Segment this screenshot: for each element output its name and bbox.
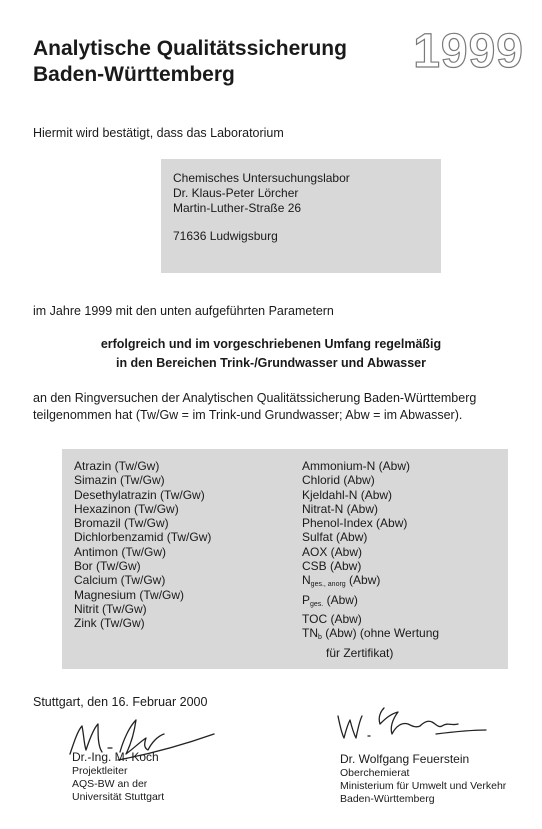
statement-participation	[33, 390, 476, 424]
title-line-1: Analytische Qualitätssicherung	[33, 37, 347, 60]
laboratory-address-box	[161, 159, 441, 273]
title-line-2: Baden-Württemberg	[33, 63, 235, 86]
signer-right-block	[340, 752, 506, 806]
address-line-2: Dr. Klaus-Peter Lörcher	[173, 186, 299, 200]
signer-right-name: Dr. Wolfgang Feuerstein	[340, 752, 470, 766]
signer-left-role: Projektleiter	[72, 765, 128, 777]
parameter-box	[62, 449, 508, 669]
parameter-item: Dichlorbenzamid (Tw/Gw)	[74, 530, 212, 545]
parameter-item-nges: $N_{ges., anorg}$ (Abw)	[302, 573, 381, 589]
address-line-1: Chemisches Untersuchungslabor	[173, 171, 350, 185]
signer-left-block	[72, 750, 164, 804]
place-date: Stuttgart, den 16. Februar 2000	[33, 695, 208, 709]
statement-line-2: teilgenommen hat (Tw/Gw = im Trink-und Grundwasser; Abw = im Abwasser).	[33, 408, 463, 422]
parameter-item: Sulfat (Abw)	[302, 530, 368, 545]
signer-left-org: AQS-BW an der	[72, 778, 148, 790]
certificate-title	[33, 36, 347, 88]
parameter-item: Bromazil (Tw/Gw)	[74, 516, 169, 531]
parameter-item: AOX (Abw)	[302, 544, 363, 559]
signer-right-role: Oberchemierat	[340, 767, 410, 779]
parameter-item: TOC (Abw)	[302, 611, 362, 626]
parameter-item: Simazin (Tw/Gw)	[74, 473, 165, 488]
parameter-item-tnb: $TN_b$ (Abw) (ohne Wertung	[302, 626, 440, 642]
year-outline: 1999	[413, 25, 524, 78]
intro-text: Hiermit wird bestätigt, dass das Laboratorium	[33, 126, 284, 140]
parameter-item: Nitrit (Tw/Gw)	[74, 601, 147, 616]
parameter-item-tnb-note: für Zertifikat)	[326, 645, 394, 660]
parameter-item: Desethylatrazin (Tw/Gw)	[74, 487, 205, 502]
signer-right-org: Ministerium für Umwelt und Verkehr	[340, 780, 507, 792]
signer-right-state: Baden-Württemberg	[340, 793, 435, 805]
parameter-item: Atrazin (Tw/Gw)	[74, 459, 160, 473]
parameter-item: Magnesium (Tw/Gw)	[74, 587, 185, 602]
signer-left-name: Dr.-Ing. M. Koch	[72, 750, 159, 764]
parameter-item: Calcium (Tw/Gw)	[74, 573, 166, 588]
emphasis-line-2: in den Bereichen Trink-/Grundwasser und Abwasser	[115, 356, 427, 370]
parameter-item: Nitrat-N (Abw)	[302, 501, 379, 516]
signer-left-institution: Universität Stuttgart	[72, 791, 165, 803]
parameter-item: Ammonium-N (Abw)	[302, 459, 411, 473]
statement-line-1: an den Ringversuchen der Analytischen Qualitätssicherung Baden-Württemberg	[33, 391, 477, 405]
parameter-item: CSB (Abw)	[302, 559, 362, 574]
parameter-item: Hexazinon (Tw/Gw)	[74, 501, 179, 516]
parameter-item-pges: $P_{ges.}$ (Abw)	[302, 592, 358, 608]
statement-year: im Jahre 1999 mit den unten aufgeführten Parametern	[33, 304, 334, 318]
parameter-list-left	[74, 459, 211, 631]
signature-feuerstein	[332, 702, 492, 744]
parameter-item: Phenol-Index (Abw)	[302, 516, 408, 531]
parameter-item: Antimon (Tw/Gw)	[74, 544, 167, 559]
parameter-item: Kjeldahl-N (Abw)	[302, 487, 393, 502]
address-line-3: Martin-Luther-Straße 26	[173, 201, 302, 215]
parameter-list-right	[302, 459, 439, 660]
parameter-item: Zink (Tw/Gw)	[74, 616, 145, 631]
address-line-4: 71636 Ludwigsburg	[173, 229, 278, 243]
parameter-item: Bor (Tw/Gw)	[74, 559, 141, 574]
parameter-item: Chlorid (Abw)	[302, 473, 375, 488]
emphasis-line-1: erfolgreich und im vorgeschriebenen Umfang regelmäßig	[100, 337, 442, 351]
